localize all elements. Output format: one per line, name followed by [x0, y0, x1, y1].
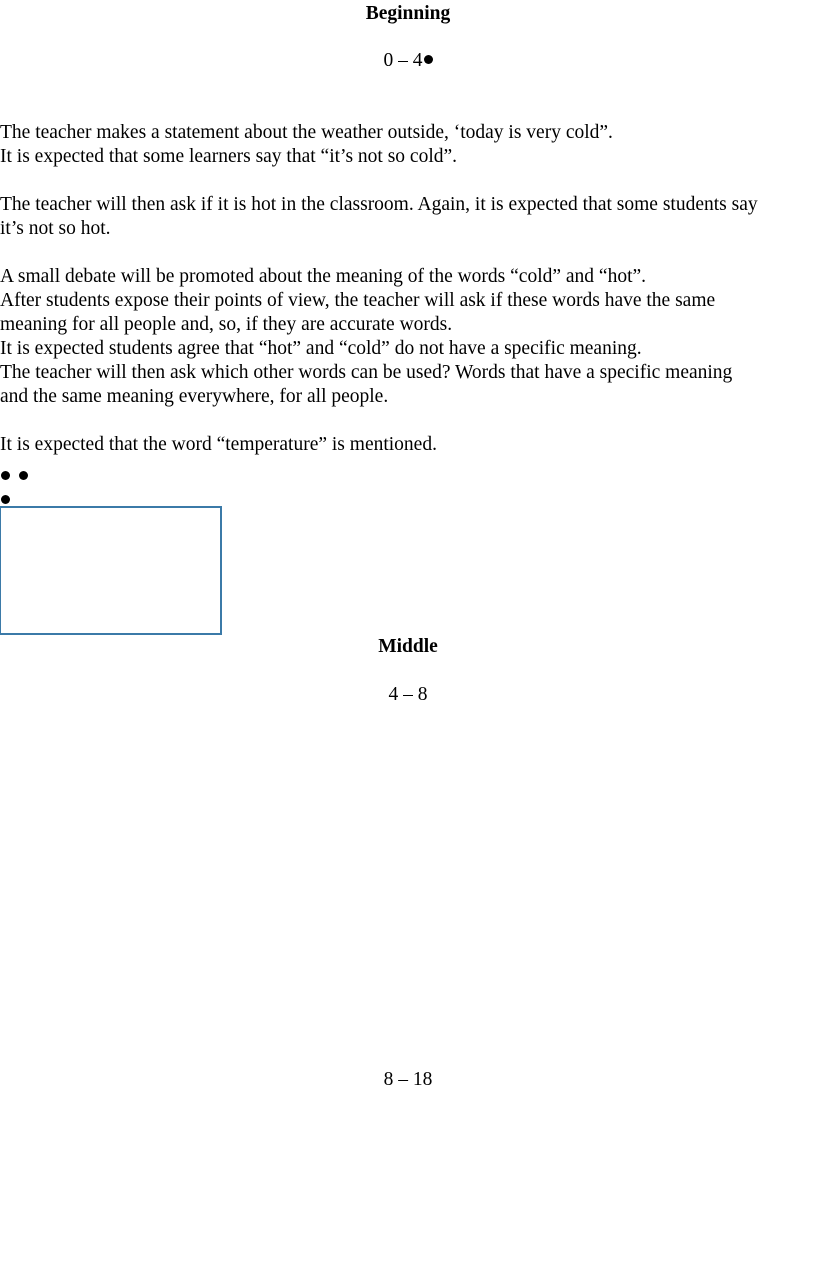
- body-line-1: The teacher makes a statement about the weather outside, ‘today is very cold”.: [0, 122, 613, 143]
- body-line-6: After students expose their points of view, the teacher will ask if these words have the same: [0, 290, 716, 311]
- body-line-2: It is expected that some learners say that “it’s not so cold”.: [0, 146, 458, 167]
- body-line-10: and the same meaning everywhere, for all people.: [0, 386, 389, 407]
- section-range-beginning: [0, 49, 816, 73]
- body-line-3: The teacher will then ask if it is hot in the classroom. Again, it is expected that some students say: [0, 194, 758, 215]
- section-range-end: 8 – 18: [383, 1069, 433, 1090]
- body-line-11: It is expected that the word “temperature” is mentioned.: [0, 434, 437, 455]
- bullet-marker: [1, 495, 10, 504]
- body-line-5: A small debate will be promoted about the meaning of the words “cold” and “hot”.: [0, 266, 647, 287]
- empty-text-box: [0, 506, 222, 635]
- bullet-row-1: [1, 463, 28, 487]
- body-line-8: It is expected students agree that “hot” and “cold” do not have a specific meaning.: [0, 338, 642, 359]
- section-heading-beginning: Beginning: [365, 3, 451, 24]
- body-line-7: meaning for all people and, so, if they are accurate words.: [0, 314, 453, 335]
- body-line-4: it’s not so hot.: [0, 218, 111, 239]
- bullet-marker: [19, 471, 28, 480]
- section-range-middle: 4 – 8: [388, 684, 428, 705]
- range-text-beginning: 0 – 4: [383, 50, 423, 71]
- body-line-9: The teacher will then ask which other words can be used? Words that have a specific meaning: [0, 362, 733, 383]
- bullet-marker: [424, 55, 433, 64]
- bullet-marker: [1, 471, 10, 480]
- section-heading-middle: Middle: [378, 636, 438, 657]
